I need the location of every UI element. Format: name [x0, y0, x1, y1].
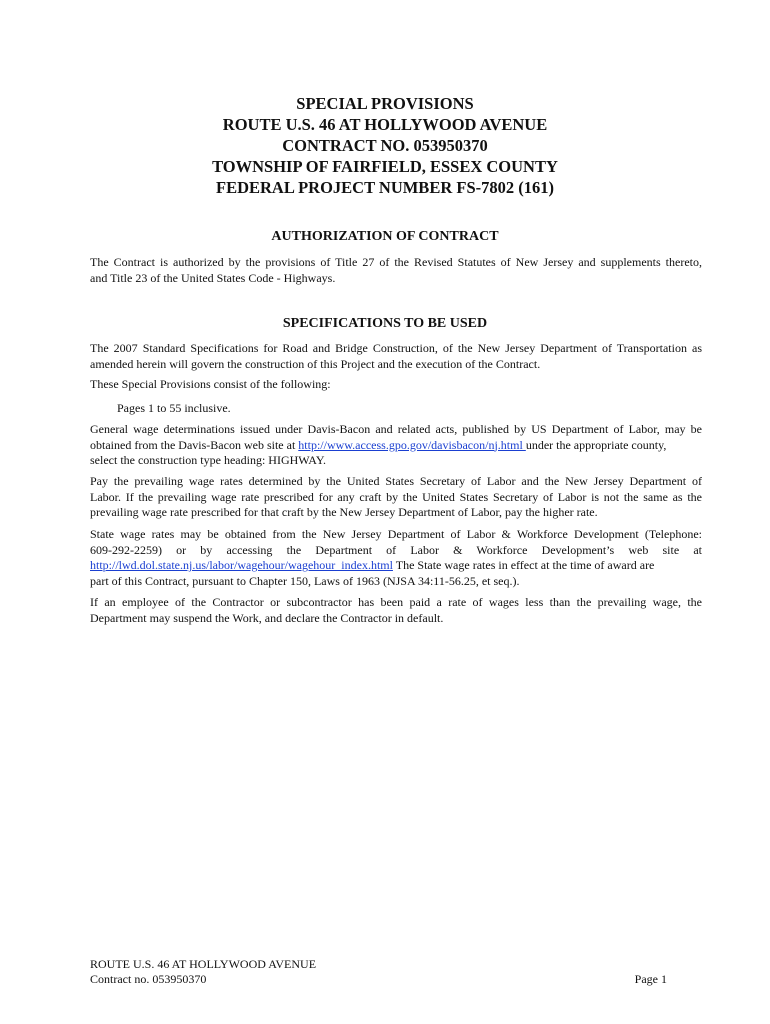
spec-p5-line-1: State wage rates may be obtained from the New Jersey Department of Labor & Workforce Development (Telephone: [90, 527, 702, 541]
prevailing-wage-paragraph [90, 474, 702, 521]
spec-p1-line-1: The 2007 Standard Specifications for Road and Bridge Construction, of the New Jersey Department of Transportation as [90, 341, 702, 355]
spec-p6-line-1: If an employee of the Contractor or subcontractor has been paid a rate of wages less than the prevailing wage, the [90, 595, 702, 609]
spec-p5-line-4: part of this Contract, pursuant to Chapter 150, Laws of 1963 (NJSA 34:11-56.25, et seq.). [90, 573, 520, 588]
authorization-line-1: The Contract is authorized by the provisions of Title 27 of the Revised Statutes of New Jersey and supplements thereto, [90, 255, 702, 269]
authorization-line-2: and Title 23 of the United States Code - Highways. [90, 270, 336, 285]
specifications-paragraph-2 [90, 377, 702, 393]
footer-project-info [90, 957, 316, 987]
spec-p6-line-2: Department may suspend the Work, and declare the Contractor in default. [90, 610, 444, 625]
spec-p3-line-3: select the construction type heading: HIGHWAY. [90, 453, 326, 467]
specifications-paragraph-1 [90, 341, 702, 372]
default-paragraph [90, 595, 702, 626]
spec-p3-line-2-post: under the appropriate county, [525, 437, 667, 452]
specifications-heading: SPECIFICATIONS TO BE USED [282, 316, 488, 331]
davis-bacon-paragraph [90, 422, 702, 469]
authorization-heading: AUTHORIZATION OF CONTRACT [271, 229, 499, 244]
pages-inclusive: Pages 1 to 55 inclusive. [117, 401, 231, 415]
davis-bacon-link[interactable]: http://www.access.gpo.gov/davisbacon/nj.html [298, 437, 526, 452]
spec-p5-line-3 [90, 558, 702, 574]
spec-p4-line-2: Labor. If the prevailing wage rate prescribed for any craft by the United States Secretary of Labor is not the same as the [90, 489, 702, 504]
footer-contract: Contract no. 053950370 [90, 972, 207, 986]
state-wage-link[interactable]: http://lwd.dol.state.nj.us/labor/wagehour/wagehour_index.html [90, 558, 393, 572]
spec-p1-line-2: amended herein will govern the construction of this Project and the execution of the Contract. [90, 356, 541, 371]
spec-p4-line-3: prevailing wage rate prescribed for that craft by the New Jersey Department of Labor, pay the higher rate. [90, 505, 598, 519]
title-line-1: SPECIAL PROVISIONS [296, 94, 474, 113]
spec-p3-line-2 [90, 438, 702, 454]
title-line-2: ROUTE U.S. 46 AT HOLLYWOOD AVENUE [222, 115, 548, 134]
authorization-paragraph [90, 255, 702, 286]
title-line-5: FEDERAL PROJECT NUMBER FS-7802 (161) [216, 178, 554, 197]
spec-p2-line: These Special Provisions consist of the following: [90, 377, 331, 391]
document-title [0, 93, 770, 198]
footer-route: ROUTE U.S. 46 AT HOLLYWOOD AVENUE [90, 957, 317, 971]
spec-p5-line-3-post: The State wage rates in effect at the time of award are [392, 558, 655, 572]
spec-p4-line-1: Pay the prevailing wage rates determined by the United States Secretary of Labor and the New Jersey Department of [90, 474, 702, 488]
spec-p3-line-1: General wage determinations issued under Davis-Bacon and related acts, published by US Department of Labor, may be [90, 422, 702, 436]
page-number: Page 1 [634, 972, 667, 986]
title-line-3: CONTRACT NO. 053950370 [282, 136, 488, 155]
spec-p3-line-2-pre: obtained from the Davis-Bacon web site at [90, 437, 299, 452]
title-line-4: TOWNSHIP OF FAIRFIELD, ESSEX COUNTY [212, 157, 558, 176]
state-wage-paragraph [90, 527, 702, 589]
spec-p5-line-2: 609-292-2259) or by accessing the Department of Labor & Workforce Development’s web site at [90, 542, 702, 557]
